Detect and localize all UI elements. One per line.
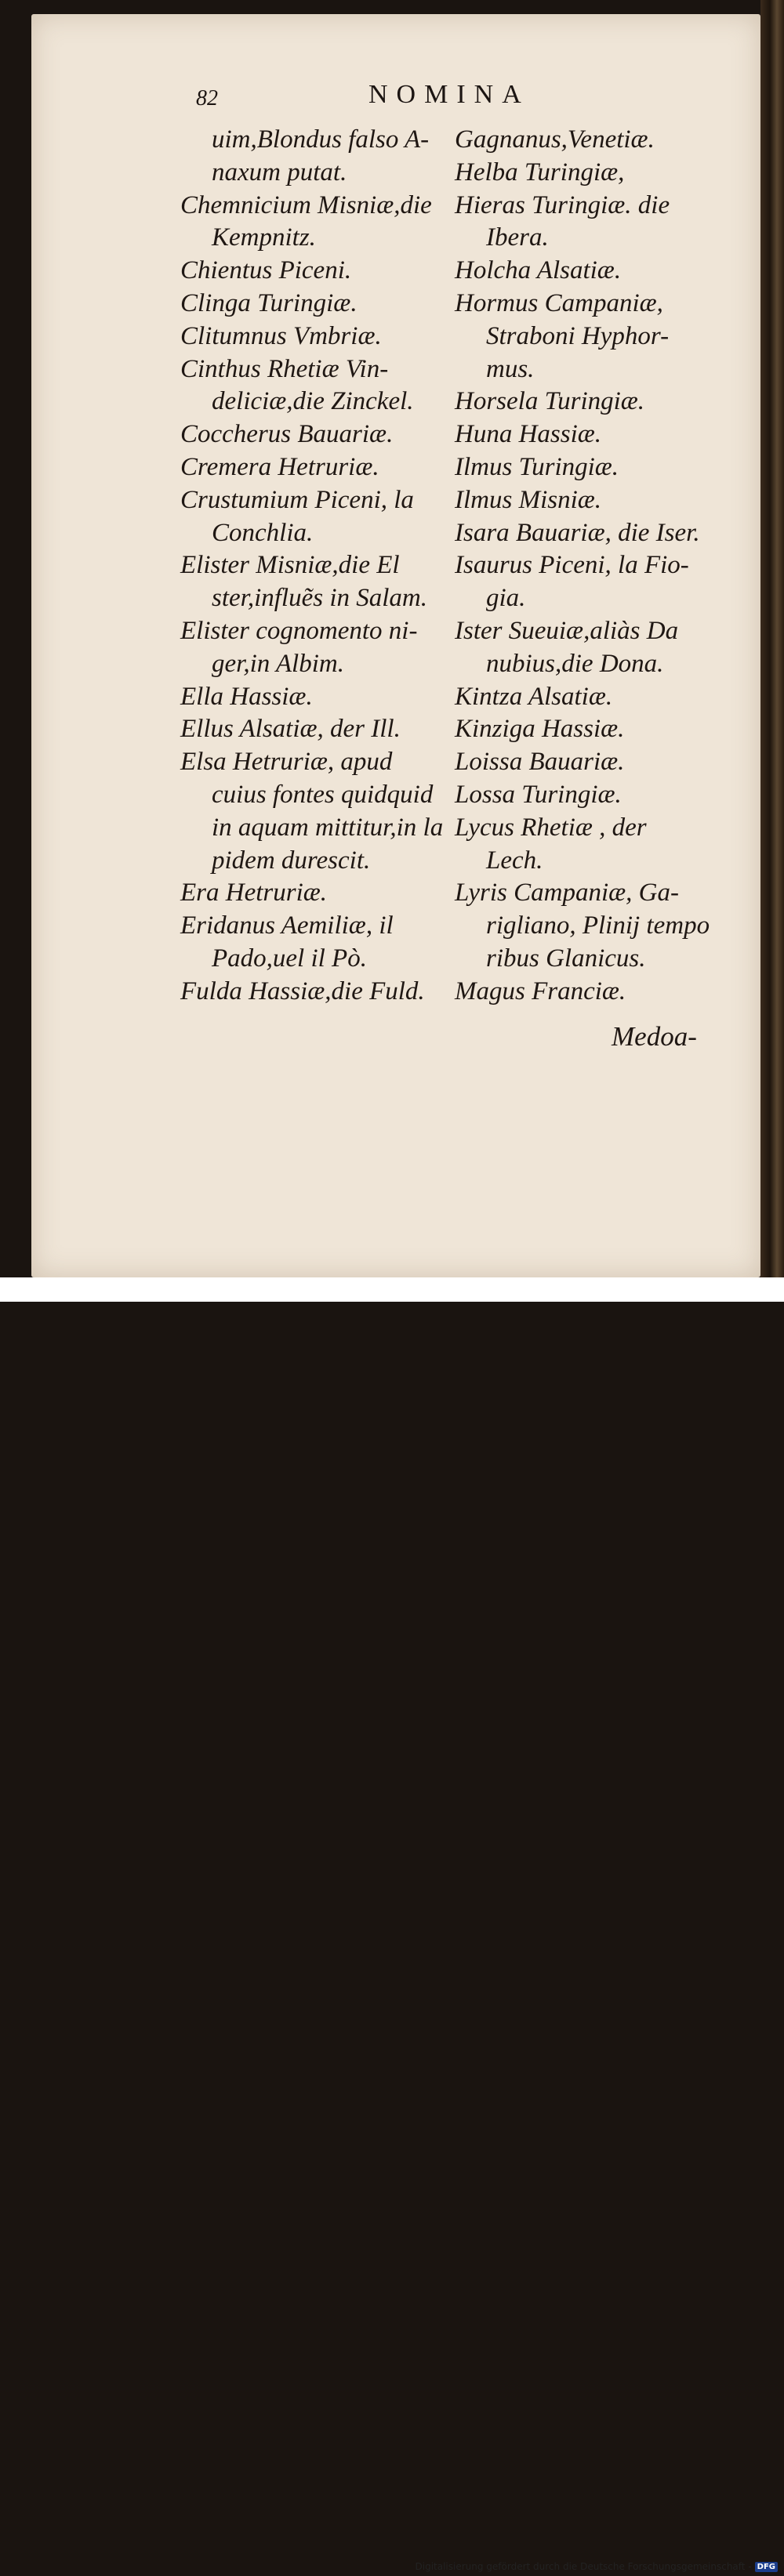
text-line: Cremera Hetruriæ. — [180, 452, 379, 481]
book-page — [31, 14, 760, 1277]
catchword: Medoa- — [612, 1021, 697, 1052]
text-line: in aquam mittitur,in la — [212, 813, 444, 842]
text-line: ger,in Albim. — [212, 649, 344, 678]
text-line: Pado,uel il Pò. — [212, 944, 367, 973]
text-line: Huna Hassiæ. — [455, 420, 602, 449]
running-title: NOMINA — [368, 80, 530, 109]
text-line: Ibera. — [486, 223, 549, 252]
text-line: Lyris Campaniæ, Ga- — [455, 879, 679, 908]
text-line: Clinga Turingiæ. — [180, 288, 358, 317]
dfg-logo: DFG — [755, 2562, 778, 2572]
text-line: Isara Bauariæ, die Iser. — [455, 518, 700, 547]
text-line: Chemnicium Misniæ,die — [180, 190, 432, 219]
text-line: Era Hetruriæ. — [180, 879, 328, 908]
text-line: Loissa Bauariæ. — [455, 748, 625, 777]
text-line: Gagnanus,Venetiæ. — [455, 125, 655, 154]
text-line: Ister Sueuiæ,aliàs Da — [455, 616, 679, 645]
text-line: Conchlia. — [212, 518, 314, 547]
text-line: gia. — [486, 584, 526, 613]
text-line: Elsa Hetruriæ, apud — [180, 748, 393, 777]
text-line: rigliano, Plinij tempo — [486, 911, 710, 940]
text-line: Ellus Alsatiæ, der Ill. — [180, 715, 401, 744]
right-column — [455, 124, 760, 1009]
text-line: Coccherus Bauariæ. — [180, 420, 394, 449]
text-line: Lossa Turingiæ. — [455, 780, 622, 809]
text-line: Straboni Hyphor- — [486, 321, 670, 350]
book-edge — [760, 0, 784, 1302]
digitization-credit — [416, 2557, 779, 2576]
text-line: ribus Glanicus. — [486, 944, 646, 973]
text-line: Clitumnus Vmbriæ. — [180, 321, 382, 350]
text-line: Elister Misniæ,die El — [180, 551, 400, 580]
text-line: Ella Hassiæ. — [180, 682, 313, 711]
text-line: Ilmus Turingiæ. — [455, 452, 619, 481]
text-line: Helba Turingiæ, — [455, 158, 625, 187]
credit-text: Digitalisierung gefördert durch die Deutsche Forschungsgemeinschaft - — [415, 2561, 752, 2572]
text-line: Hormus Campaniæ, — [455, 288, 663, 317]
text-line: mus. — [486, 354, 535, 383]
text-line: Lech. — [486, 846, 543, 875]
text-line: ster,influẽs in Salam. — [212, 584, 428, 613]
text-line: uim,Blondus falso A- — [212, 125, 430, 154]
footer-bar — [0, 1277, 784, 2572]
text-line: Ilmus Misniæ. — [455, 485, 602, 514]
text-line: Kempnitz. — [212, 223, 316, 252]
text-line: nubius,die Dona. — [486, 649, 664, 678]
text-line: Holcha Alsatiæ. — [455, 256, 622, 285]
text-line: Crustumium Piceni, la — [180, 485, 414, 514]
text-line: Elister cognomento ni- — [180, 616, 418, 645]
text-line: Horsela Turingiæ. — [455, 387, 645, 416]
text-line: Lycus Rhetiæ , der — [455, 813, 647, 842]
left-column — [180, 124, 470, 1009]
text-line: Hieras Turingiæ. die — [455, 190, 670, 219]
text-line: Kinziga Hassiæ. — [455, 715, 625, 744]
text-line: pidem durescit. — [212, 846, 371, 875]
page-header — [31, 75, 760, 114]
text-line: Eridanus Aemiliæ, il — [180, 911, 394, 940]
text-line: Magus Franciæ. — [455, 976, 626, 1005]
page-number: 82 — [196, 86, 218, 111]
text-line: Kintza Alsatiæ. — [455, 682, 613, 711]
text-line: deliciæ,die Zinckel. — [212, 387, 414, 416]
text-line: Fulda Hassiæ,die Fuld. — [180, 976, 425, 1005]
text-line: cuius fontes quidquid — [212, 780, 434, 809]
text-line: Chientus Piceni. — [180, 256, 352, 285]
text-line: naxum putat. — [212, 158, 347, 187]
text-line: Cinthus Rhetiæ Vin- — [180, 354, 389, 383]
text-line: Isaurus Piceni, la Fio- — [455, 551, 689, 580]
